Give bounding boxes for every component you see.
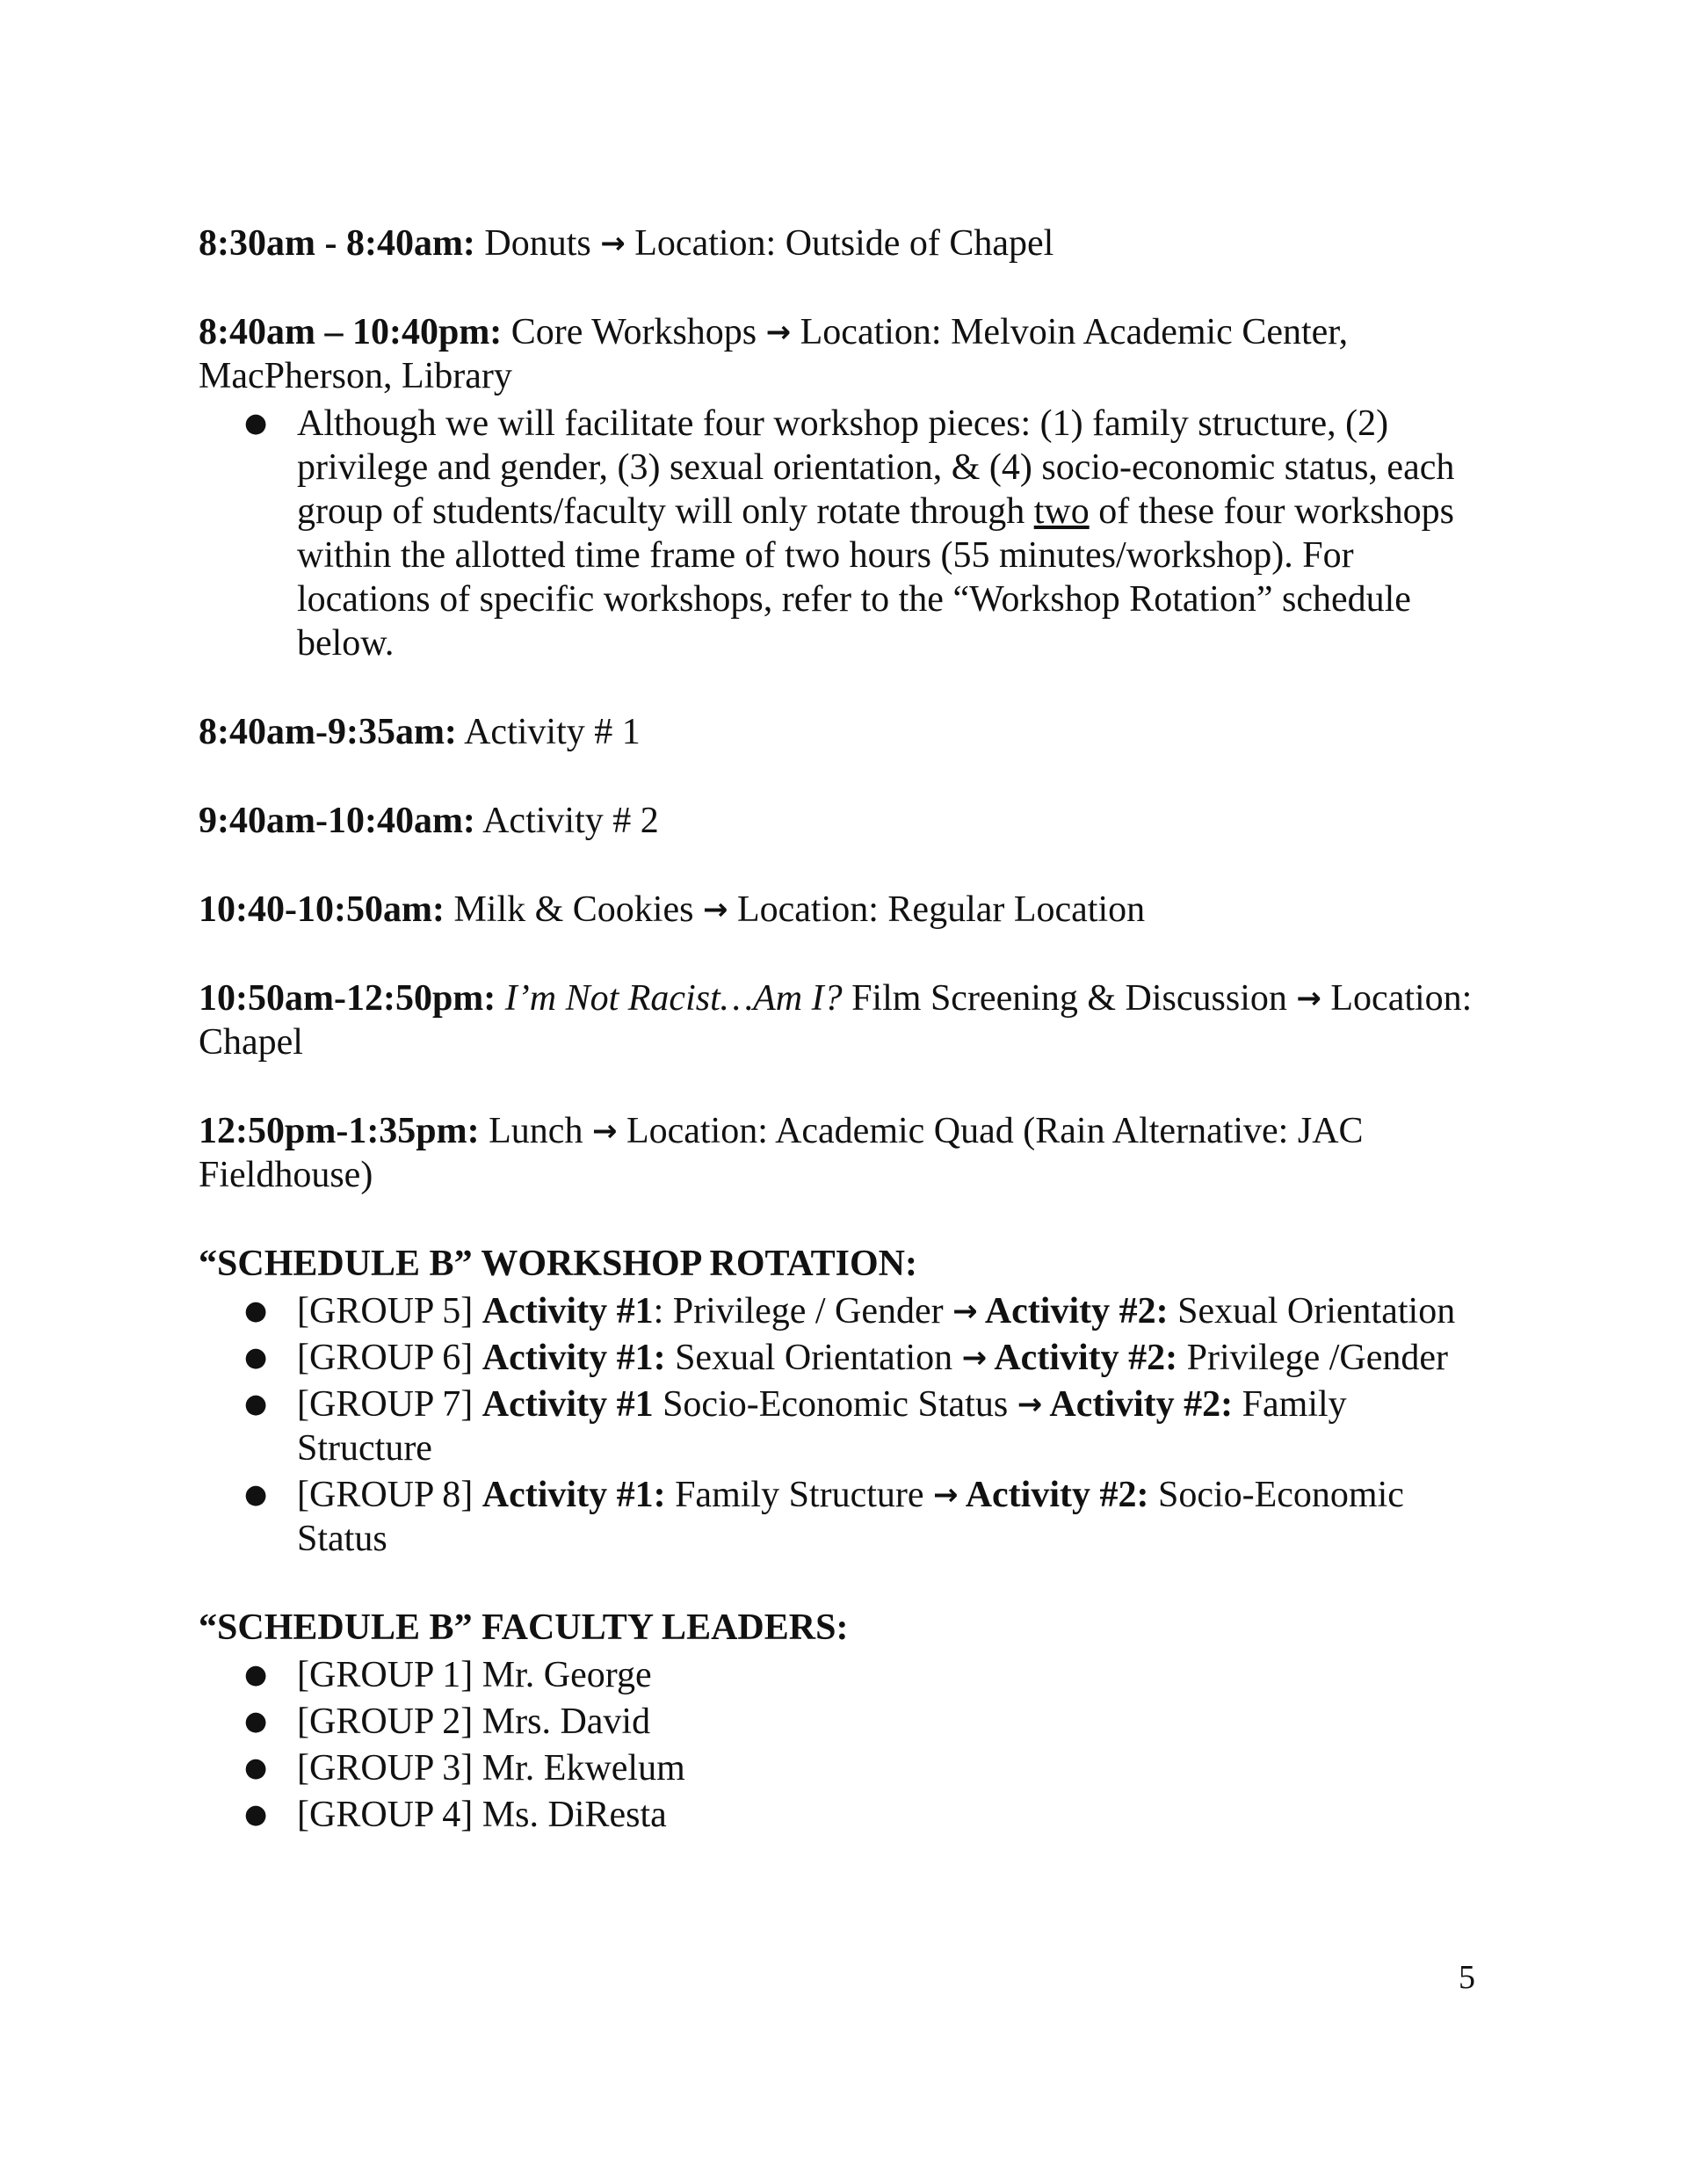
- activity-1-label: Activity #1: [481, 1384, 654, 1425]
- activity-2-value: Sexual Orientation: [1168, 1291, 1456, 1331]
- schedule-entry-lunch: [199, 1109, 1490, 1197]
- section-heading: [199, 1242, 1490, 1286]
- arrow-right-icon: →: [591, 1114, 618, 1149]
- entry-text: Film Screening & Discussion: [842, 978, 1297, 1019]
- arrow-right-icon: →: [765, 315, 792, 350]
- section-heading: [199, 1606, 1490, 1650]
- entry-time: 8:40am – 10:40pm:: [199, 312, 503, 352]
- activity-1-value: Socio-Economic Status: [653, 1384, 1017, 1425]
- list-item: [199, 1336, 1490, 1380]
- entry-location: Location: Academic Quad (Rain Alternative: JAC Fieldhouse): [199, 1111, 1364, 1195]
- rotation-heading: “SCHEDULE B” WORKSHOP ROTATION:: [199, 1244, 917, 1284]
- arrow-right-icon: →: [702, 892, 728, 927]
- list-item: [199, 1700, 1490, 1744]
- leader-entry: [GROUP 4] Ms. DiResta: [297, 1795, 667, 1835]
- leader-entry: [GROUP 3] Mr. Ekwelum: [297, 1748, 685, 1789]
- leader-entry: [GROUP 1] Mr. George: [297, 1655, 652, 1695]
- arrow-right-icon: →: [1017, 1387, 1043, 1422]
- entry-text: Activity # 1: [456, 712, 641, 752]
- entry-location: Location: Melvoin Academic Center, MacPherson, Library: [199, 312, 1349, 396]
- list-item: [199, 1746, 1490, 1790]
- faculty-leaders-section: [199, 1606, 1490, 1837]
- group-label: [GROUP 5]: [297, 1291, 482, 1331]
- leaders-list: [199, 1653, 1490, 1837]
- leader-entry: [GROUP 2] Mrs. David: [297, 1701, 651, 1742]
- workshop-rotation-section: [199, 1242, 1490, 1561]
- list-item: [199, 1653, 1490, 1697]
- entry-time: 9:40am-10:40am:: [199, 801, 475, 841]
- group-label: [GROUP 6]: [297, 1338, 482, 1378]
- bullet-icon: ●: [244, 1799, 268, 1830]
- note-text-continued: of these four workshops within the allotted time frame of two hours (55 minutes/workshop). For locations of specific workshops, refer to the “Workshop Rotation” schedule below.: [297, 491, 1454, 664]
- activity-1-value: Family Structure: [665, 1475, 934, 1515]
- film-title: I’m Not Racist…Am I?: [496, 978, 843, 1019]
- entry-time: 10:50am-12:50pm:: [199, 978, 496, 1019]
- note-underlined-word: two: [1033, 491, 1090, 532]
- bullet-icon: ●: [244, 1659, 268, 1690]
- schedule-entry-activity-1: [199, 710, 1490, 754]
- arrow-right-icon: →: [933, 1477, 959, 1513]
- page-number: 5: [1459, 1959, 1475, 1996]
- entry-text: Core Workshops: [502, 312, 766, 352]
- list-item: [199, 1473, 1490, 1561]
- activity-2-value: Family Structure: [297, 1384, 1347, 1469]
- bullet-icon: ●: [244, 1295, 268, 1326]
- entry-text: Activity # 2: [474, 801, 659, 841]
- entry-location: Location: Chapel: [199, 978, 1473, 1063]
- group-label: [GROUP 8]: [297, 1475, 482, 1515]
- entry-time: 12:50pm-1:35pm:: [199, 1111, 480, 1151]
- leaders-heading: “SCHEDULE B” FACULTY LEADERS:: [199, 1607, 849, 1648]
- arrow-right-icon: →: [1296, 981, 1321, 1016]
- entry-time: 8:30am - 8:40am:: [199, 223, 475, 264]
- core-workshops-notes: [199, 402, 1490, 665]
- entry-time: 8:40am-9:35am:: [199, 712, 457, 752]
- entry-location: Location: Regular Location: [728, 889, 1146, 930]
- bullet-icon: ●: [244, 408, 268, 439]
- activity-1-value: : Privilege / Gender: [653, 1291, 953, 1331]
- entry-text: Donuts: [474, 223, 601, 264]
- list-item: [199, 402, 1490, 665]
- schedule-entry-core-workshops: [199, 310, 1490, 665]
- note-text: Although we will facilitate four workshop pieces: (1) family structure, (2) privilege and gender, (3) sexual orientation, & (4) socio-economic status, each group of students/faculty will only rotate through: [297, 403, 1455, 532]
- bullet-icon: ●: [244, 1389, 268, 1419]
- list-item: [199, 1382, 1490, 1470]
- entry-location: Location: Outside of Chapel: [625, 223, 1054, 264]
- entry-text: Lunch: [479, 1111, 592, 1151]
- group-label: [GROUP 7]: [297, 1384, 482, 1425]
- schedule-entry-donuts: [199, 221, 1490, 265]
- activity-1-value: Sexual Orientation: [665, 1338, 962, 1378]
- activity-2-value: Privilege /Gender: [1177, 1338, 1449, 1378]
- activity-2-label: Activity #2:: [977, 1291, 1169, 1331]
- core-workshops-line: [199, 310, 1490, 398]
- activity-1-label: Activity #1: [481, 1291, 654, 1331]
- schedule-entry-film: [199, 976, 1490, 1064]
- list-item: [199, 1793, 1490, 1837]
- bullet-icon: ●: [244, 1479, 268, 1510]
- arrow-right-icon: →: [952, 1294, 978, 1329]
- bullet-icon: ●: [244, 1706, 268, 1737]
- schedule-entry-activity-2: [199, 799, 1490, 843]
- list-item: [199, 1289, 1490, 1333]
- entry-time: 10:40-10:50am:: [199, 889, 445, 930]
- rotation-list: [199, 1289, 1490, 1561]
- document-page: [199, 221, 1490, 1839]
- bullet-icon: ●: [244, 1752, 268, 1783]
- activity-1-label: Activity #1:: [481, 1475, 666, 1515]
- arrow-right-icon: →: [961, 1340, 988, 1375]
- activity-2-label: Activity #2:: [1042, 1384, 1234, 1425]
- arrow-right-icon: →: [600, 226, 626, 261]
- activity-2-label: Activity #2:: [958, 1475, 1149, 1515]
- bullet-icon: ●: [244, 1342, 268, 1373]
- activity-2-label: Activity #2:: [987, 1338, 1178, 1378]
- activity-2-value: Socio-Economic Status: [297, 1475, 1404, 1559]
- entry-text: Milk & Cookies: [444, 889, 703, 930]
- schedule-entry-milk-cookies: [199, 888, 1490, 932]
- activity-1-label: Activity #1:: [481, 1338, 666, 1378]
